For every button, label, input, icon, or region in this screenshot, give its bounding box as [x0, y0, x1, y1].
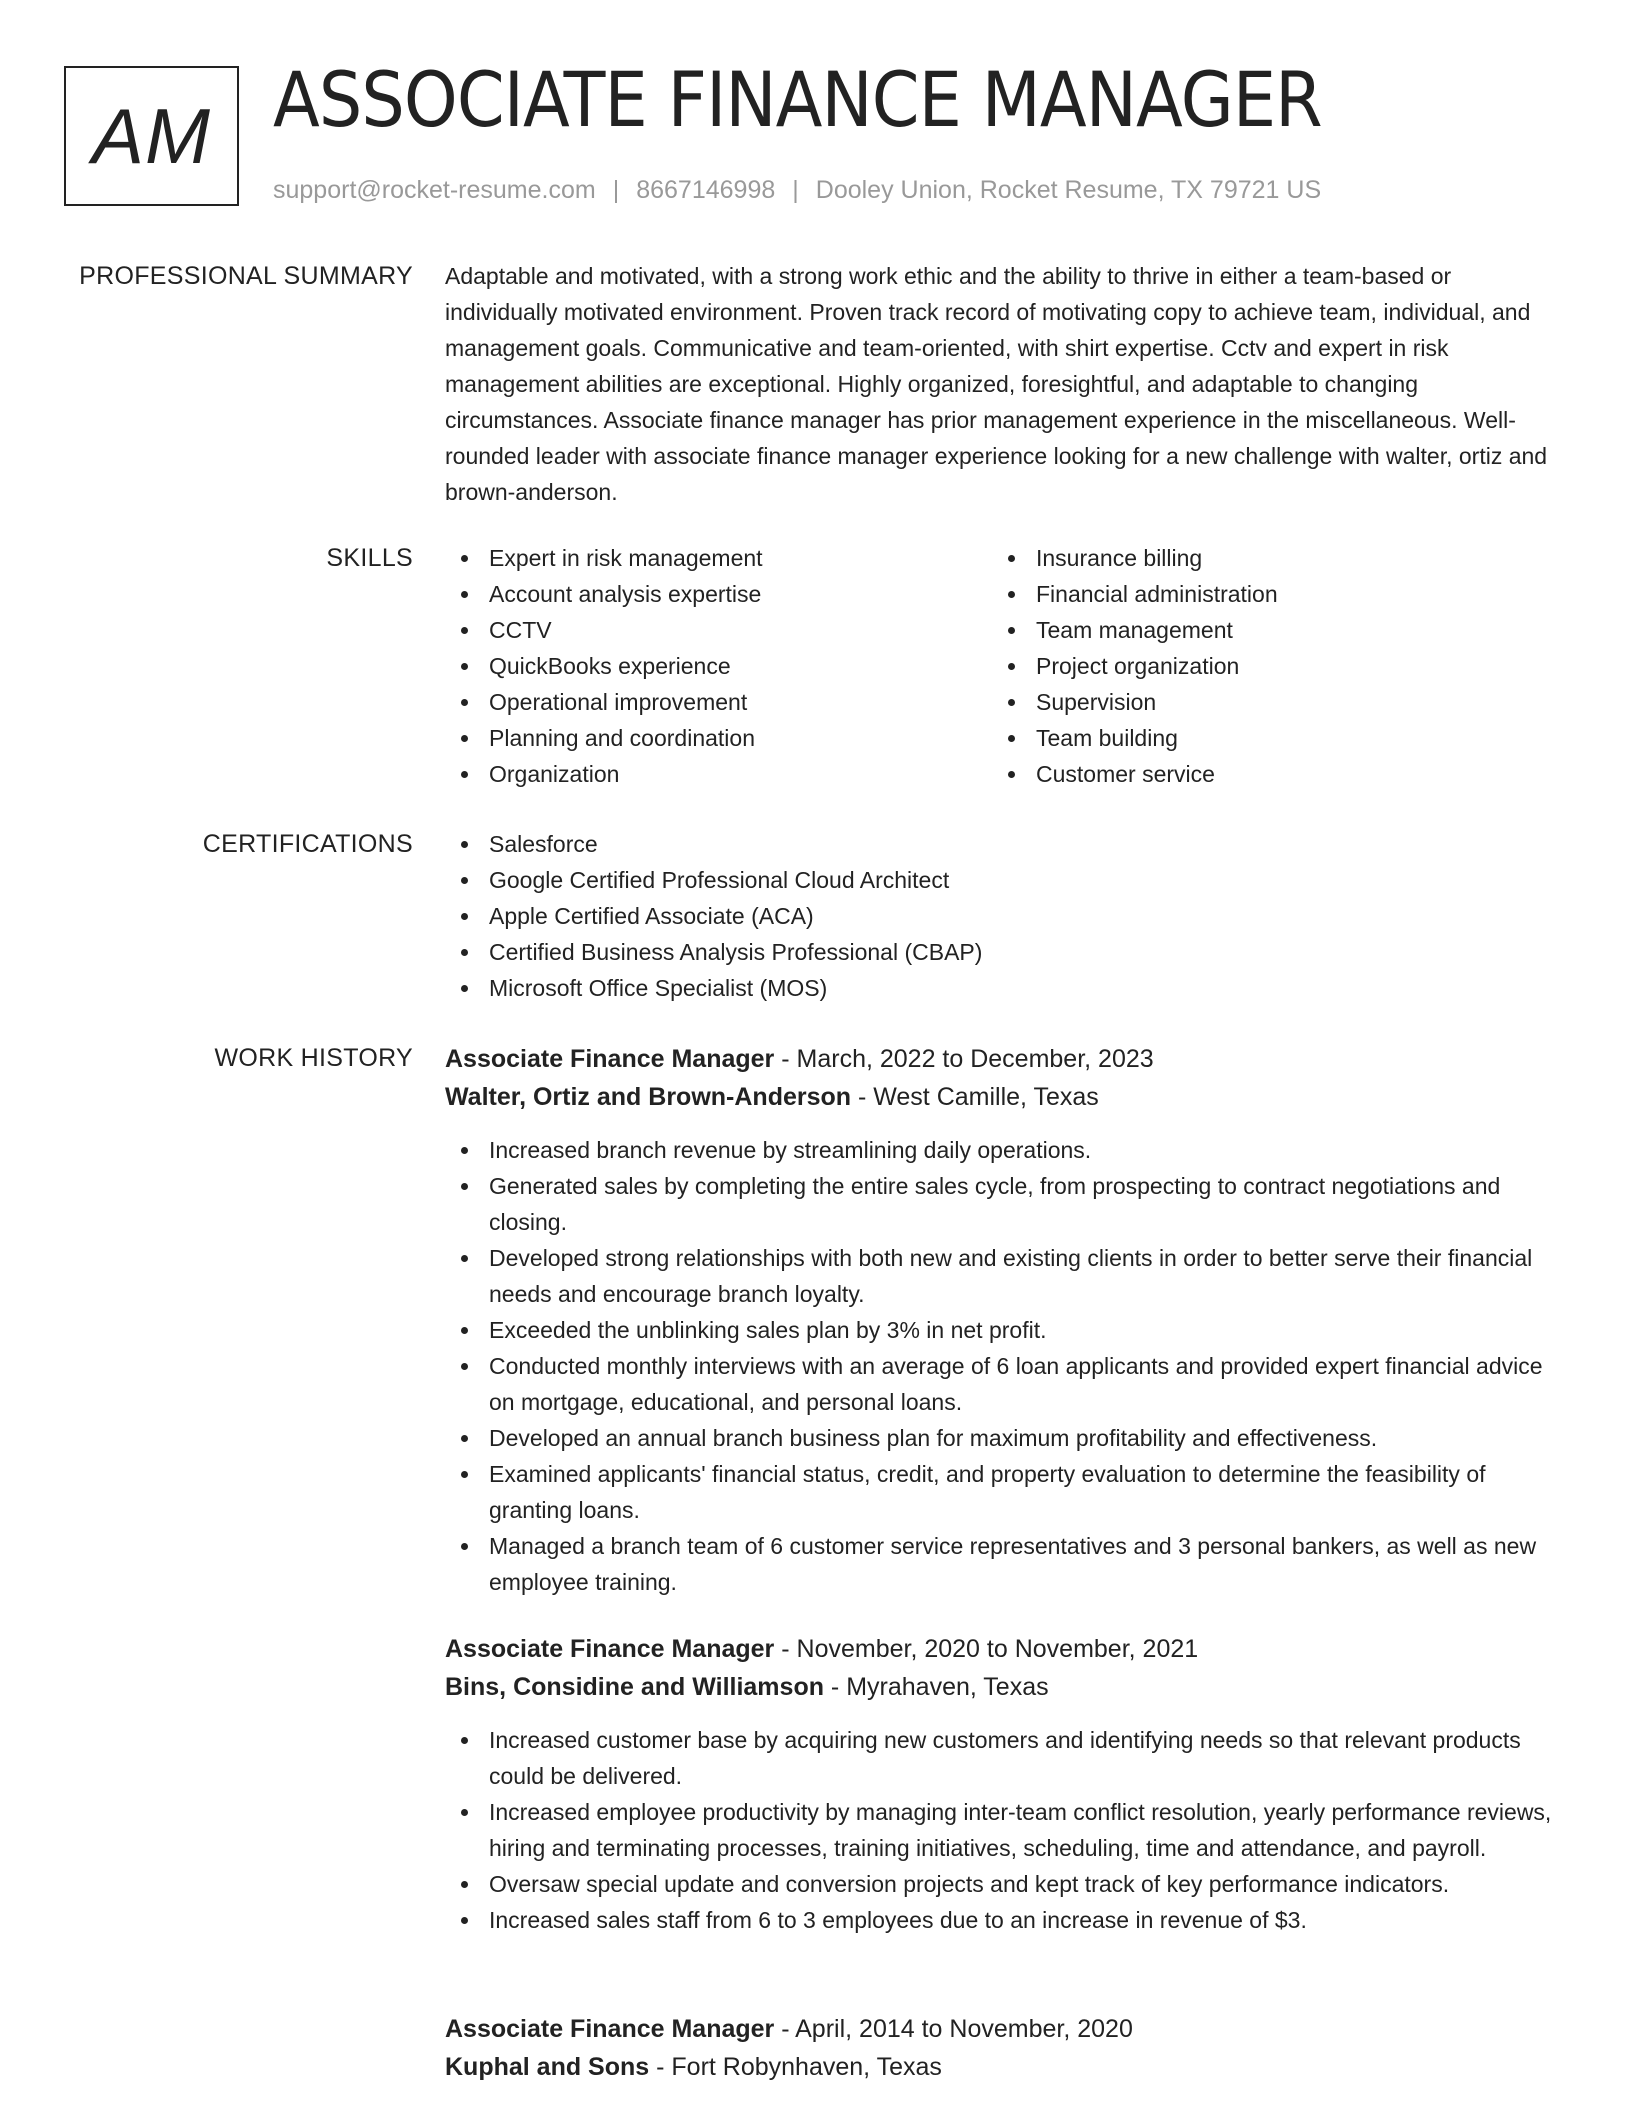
job-bullet: Increased employee productivity by managing inter-team conflict resolution, yearly performance reviews, hiring and terminating processes, training initiatives, scheduling, time and attendance, and payroll.: [445, 1794, 1560, 1866]
skill-item: Organization: [445, 756, 992, 792]
skills-list-left: [445, 540, 992, 792]
skills-list-right: [992, 540, 1539, 792]
contact-phone[interactable]: 8667146998: [636, 176, 776, 204]
job-bullet: Increased branch revenue by streamlining daily operations.: [445, 1132, 1560, 1168]
job-title-line: [445, 1040, 1560, 1078]
contact-address: Dooley Union, Rocket Resume, TX 79721 US: [815, 176, 1322, 204]
skill-item: Operational improvement: [445, 684, 992, 720]
contact-separator: |: [612, 176, 620, 204]
job-entry: [445, 1040, 1560, 1600]
job-dates: - March, 2022 to December, 2023: [774, 1045, 1154, 1073]
skill-item: Expert in risk management: [445, 540, 992, 576]
contact-email[interactable]: support@rocket-resume.com: [273, 176, 596, 204]
work-history-body: [445, 1040, 1560, 1600]
job-dates: - November, 2020 to November, 2021: [774, 1635, 1199, 1663]
skill-item: Insurance billing: [992, 540, 1539, 576]
job-title: Associate Finance Manager: [445, 2015, 775, 2043]
job-bullet: Generated sales by completing the entire sales cycle, from prospecting to contract negotiations and closing.: [445, 1168, 1560, 1240]
job-bullet: Oversaw special update and conversion projects and kept track of key performance indicators.: [445, 1866, 1560, 1902]
skill-item: Customer service: [992, 756, 1539, 792]
job-title: Associate Finance Manager: [445, 1045, 775, 1073]
job-bullet: Examined applicants' financial status, credit, and property evaluation to determine the feasibility of granting loans.: [445, 1456, 1560, 1528]
job-bullet: Increased customer base by acquiring new customers and identifying needs so that relevant products could be delivered.: [445, 1722, 1560, 1794]
job-dates: - April, 2014 to November, 2020: [774, 2015, 1133, 2043]
certification-item: Certified Business Analysis Professional (CBAP): [445, 934, 1560, 970]
contact-separator: |: [792, 176, 799, 204]
job-location: - Myrahaven, Texas: [823, 1673, 1049, 1701]
skills-heading: SKILLS: [326, 544, 413, 572]
certification-item: Google Certified Professional Cloud Architect: [445, 862, 1560, 898]
skill-item: Team building: [992, 720, 1539, 756]
skill-item: Planning and coordination: [445, 720, 992, 756]
skill-item: Financial administration: [992, 576, 1539, 612]
certification-item: Microsoft Office Specialist (MOS): [445, 970, 1560, 1006]
job-company-line: [445, 1668, 1560, 1706]
job-entry: [445, 2010, 1560, 2086]
certifications-body: [445, 826, 1560, 1006]
job-bullet: Increased sales staff from 6 to 3 employees due to an increase in revenue of $3.: [445, 1902, 1560, 1938]
certifications-heading: CERTIFICATIONS: [202, 830, 413, 858]
job-bullet: Developed strong relationships with both new and existing clients in order to better serve their financial needs and encourage branch loyalty.: [445, 1240, 1560, 1312]
job-title-line: [445, 2010, 1560, 2048]
job-bullet: Exceeded the unblinking sales plan by 3% in net profit.: [445, 1312, 1560, 1348]
summary-text: Adaptable and motivated, with a strong work ethic and the ability to thrive in either a team-based or individually motivated environment. Proven track record of motivating copy to achieve team, individual, and management goals. Communicative and team-oriented, with shirt expertise. Cctv and expert in risk management abilities are exceptional. Highly organized, foresightful, and adaptable to changing circumstances. Associate finance manager has prior management experience in the miscellaneous. Well-rounded leader with associate finance manager experience looking for a new challenge with walter, ortiz and brown-anderson.: [445, 263, 1548, 505]
skill-item: Account analysis expertise: [445, 576, 992, 612]
work-history-body-2: [445, 1630, 1560, 1938]
job-bullets: [445, 1132, 1560, 1600]
skill-item: QuickBooks experience: [445, 648, 992, 684]
job-location: - Fort Robynhaven, Texas: [649, 2053, 942, 2081]
skill-item: Supervision: [992, 684, 1539, 720]
monogram: AM: [64, 66, 239, 206]
certifications-list: [445, 826, 1560, 1006]
job-bullet: Conducted monthly interviews with an average of 6 loan applicants and provided expert financial advice on mortgage, educational, and personal loans.: [445, 1348, 1560, 1420]
job-title: Associate Finance Manager: [445, 1635, 775, 1663]
job-company: Bins, Considine and Williamson: [445, 1673, 824, 1701]
job-company-line: [445, 1078, 1560, 1116]
candidate-name: ASSOCIATE FINANCE MANAGER: [273, 55, 1322, 144]
job-company: Walter, Ortiz and Brown-Anderson: [445, 1083, 852, 1111]
job-company-line: [445, 2048, 1560, 2086]
job-company: Kuphal and Sons: [445, 2053, 650, 2081]
job-location: - West Camille, Texas: [851, 1083, 1099, 1111]
work-history-heading: WORK HISTORY: [214, 1044, 413, 1072]
certification-item: Apple Certified Associate (ACA): [445, 898, 1560, 934]
certification-item: Salesforce: [445, 826, 1560, 862]
skill-item: Team management: [992, 612, 1539, 648]
work-history-body-3: [445, 2010, 1560, 2086]
contact-line: [273, 174, 1321, 206]
summary-heading: PROFESSIONAL SUMMARY: [79, 262, 413, 290]
skill-item: Project organization: [992, 648, 1539, 684]
summary-body: [445, 258, 1560, 510]
skill-item: CCTV: [445, 612, 992, 648]
job-entry: [445, 1630, 1560, 1938]
job-title-line: [445, 1630, 1560, 1668]
job-bullets: [445, 1722, 1560, 1938]
job-bullet: Developed an annual branch business plan for maximum profitability and effectiveness.: [445, 1420, 1560, 1456]
job-bullet: Managed a branch team of 6 customer service representatives and 3 personal bankers, as well as new employee training.: [445, 1528, 1560, 1600]
skills-body: [445, 540, 1560, 792]
